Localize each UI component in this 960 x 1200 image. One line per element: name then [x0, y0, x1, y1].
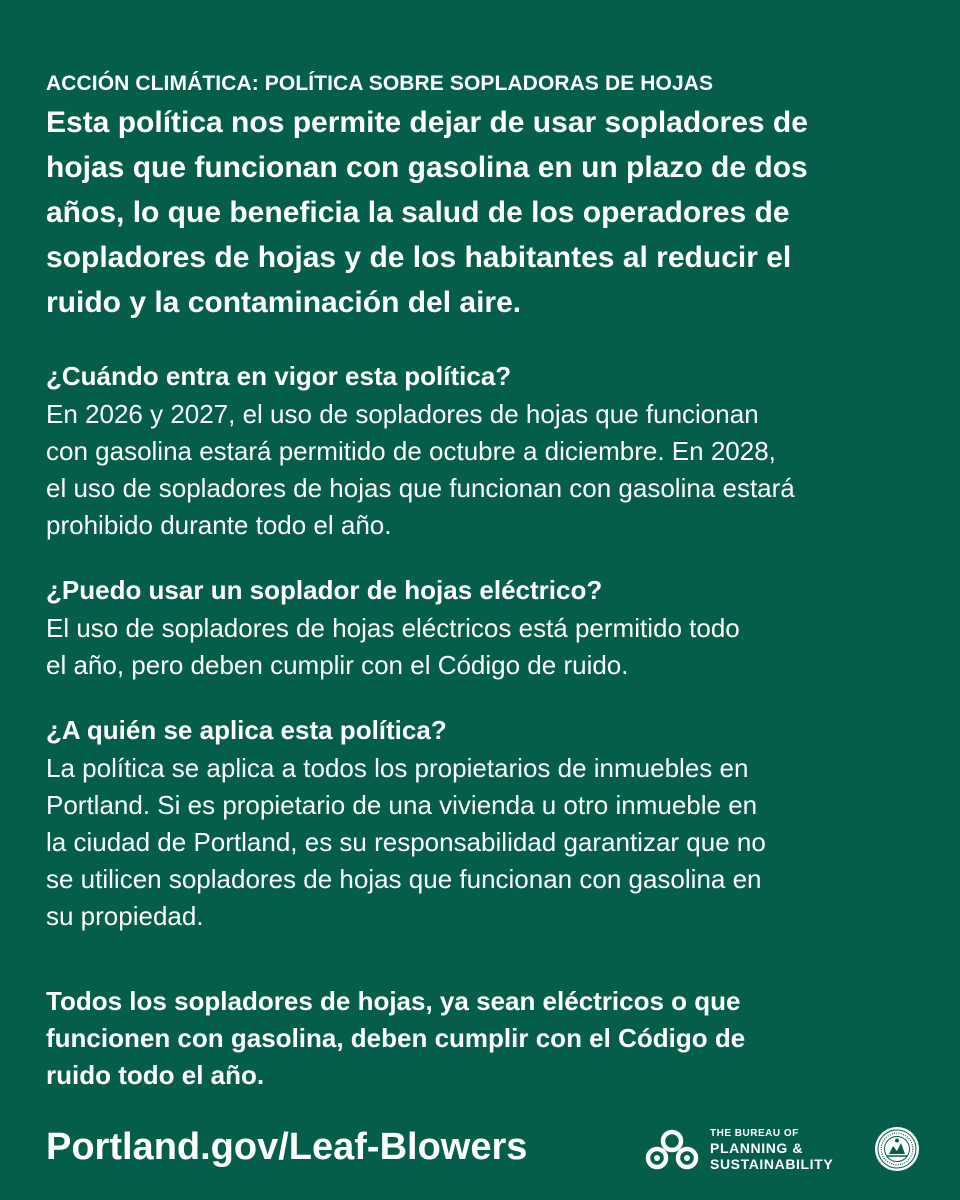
faq-section-when: [46, 358, 926, 544]
closing-line: Todos los sopladores de hojas, ya sean eléctricos o que: [46, 986, 741, 1016]
bureau-name-line: THE BUREAU OF: [710, 1128, 799, 1139]
bureau-name-line: PLANNING &: [710, 1140, 804, 1156]
answer-line: En 2026 y 2027, el uso de sopladores de hojas que funcionan: [46, 399, 759, 429]
lead-line: años, lo que beneficia la salud de los operadores de: [46, 196, 790, 229]
footer: [46, 1118, 920, 1182]
lead-line: ruido y la contaminación del aire.: [46, 286, 522, 319]
bureau-name-line: SUSTAINABILITY: [710, 1156, 834, 1172]
faq-answer: [46, 396, 926, 544]
lead-paragraph: [46, 100, 926, 325]
answer-line: El uso de sopladores de hojas eléctricos está permitido todo: [46, 613, 740, 643]
closing-line: funcionen con gasolina, deben cumplir con el Código de: [46, 1023, 746, 1053]
faq-section-electric: [46, 572, 926, 684]
lead-line: Esta política nos permite dejar de usar sopladores de: [46, 106, 808, 139]
closing-statement: [46, 983, 906, 1094]
answer-line: Portland. Si es propietario de una vivienda u otro inmueble en: [46, 790, 758, 820]
answer-line: la ciudad de Portland, es su responsabilidad garantizar que no: [46, 827, 766, 857]
faq-question: ¿A quién se aplica esta política?: [46, 715, 447, 745]
answer-line: La política se aplica a todos los propietarios de inmuebles en: [46, 753, 749, 783]
answer-line: con gasolina estará permitido de octubre a diciembre. En 2028,: [46, 436, 776, 466]
kicker-heading: ACCIÓN CLIMÁTICA: POLÍTICA SOBRE SOPLADORAS DE HOJAS: [46, 72, 714, 95]
answer-line: su propiedad.: [46, 901, 204, 931]
website-link[interactable]: Portland.gov/Leaf-Blowers: [46, 1126, 528, 1168]
city-seal-icon: [874, 1126, 920, 1172]
faq-answer: [46, 750, 926, 935]
bureau-branding: [642, 1124, 833, 1176]
closing-line: ruido todo el año.: [46, 1060, 265, 1090]
answer-line: el uso de sopladores de hojas que funcionan con gasolina estará: [46, 473, 795, 503]
answer-line: se utilicen sopladores de hojas que funcionan con gasolina en: [46, 864, 762, 894]
faq-section-who: [46, 712, 926, 935]
faq-answer: [46, 610, 926, 684]
bureau-name: [710, 1128, 833, 1172]
bps-linked-circles-logo-icon: [642, 1128, 702, 1172]
answer-line: prohibido durante todo el año.: [46, 510, 392, 540]
faq-question: ¿Cuándo entra en vigor esta política?: [46, 361, 512, 391]
answer-line: el año, pero deben cumplir con el Código de ruido.: [46, 650, 629, 680]
lead-line: sopladores de hojas y de los habitantes al reducir el: [46, 241, 792, 274]
flyer-content: [46, 70, 926, 935]
lead-line: hojas que funcionan con gasolina en un plazo de dos: [46, 151, 808, 184]
faq-question: ¿Puedo usar un soplador de hojas eléctrico?: [46, 575, 603, 605]
